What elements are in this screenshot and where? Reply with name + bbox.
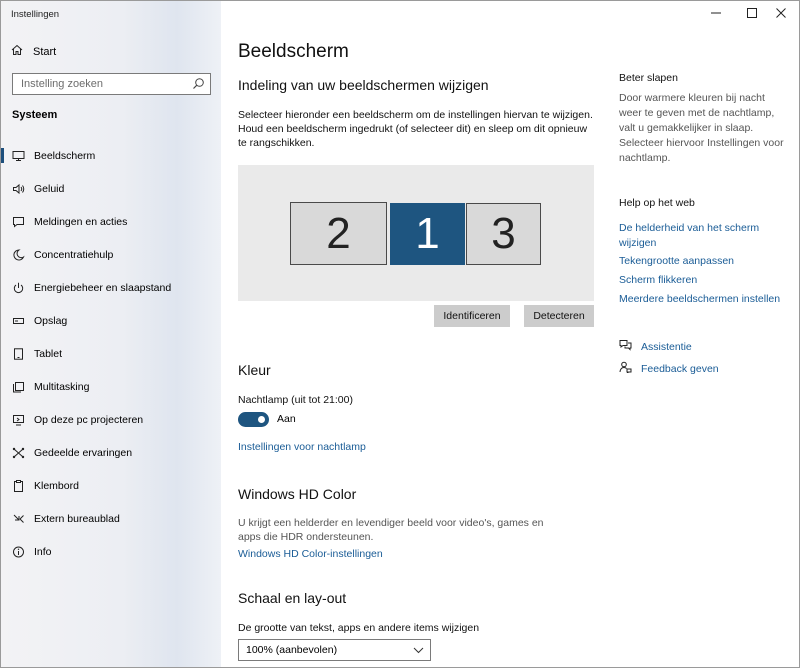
main-content: [238, 1, 598, 668]
scale-heading: Schaal en lay-out: [238, 590, 347, 606]
arrange-heading: Indeling van uw beeldschermen wijzigen: [238, 77, 489, 93]
hd-color-settings-link[interactable]: Windows HD Color-instellingen: [238, 548, 383, 560]
hd-color-description: U krijgt een helderder en levendiger beeld voor video's, games en apps die HDR ondersteunen.: [238, 517, 544, 543]
sidebar-item-projecteren[interactable]: [1, 403, 221, 436]
sidebar-item-extern-bureaublad[interactable]: [1, 502, 221, 535]
sidebar-item-label: Meldingen en acties: [34, 215, 128, 228]
scale-value: 100% (aanbevolen): [246, 644, 338, 656]
assist-icon: [619, 339, 632, 354]
sidebar-item-multitasking[interactable]: [1, 370, 221, 403]
sidebar-item-beeldscherm[interactable]: [1, 139, 221, 172]
sidebar-item-klembord[interactable]: [1, 469, 221, 502]
monitor-arrangement: [238, 165, 594, 301]
window-title: Instellingen: [11, 9, 60, 20]
storage-icon: [11, 314, 25, 328]
minimize-icon: [711, 7, 721, 21]
clipboard-icon: [11, 479, 25, 493]
help-link-multiple-displays[interactable]: Meerdere beeldschermen instellen: [619, 293, 781, 305]
detect-button[interactable]: Detecteren: [524, 305, 594, 327]
sleep-description: Door warmere kleuren bij nacht weer te geven met de nachtlamp, valt u gemakkelijker in slaap. Selecteer hiervoor Instellingen voor nachtlamp.: [619, 92, 784, 164]
chevron-down-icon: [413, 645, 424, 658]
nightlight-settings-link[interactable]: Instellingen voor nachtlamp: [238, 441, 366, 453]
sidebar-item-label: Multitasking: [34, 380, 90, 393]
sidebar-nav: [1, 139, 221, 568]
project-icon: [11, 413, 25, 427]
sleep-heading: Beter slapen: [619, 72, 678, 84]
home-icon: [11, 44, 23, 59]
sidebar-item-energiebeheer[interactable]: [1, 271, 221, 304]
shared-icon: [11, 446, 25, 460]
search-input[interactable]: [13, 74, 189, 94]
nightlight-label: Nachtlamp (uit tot 21:00): [238, 394, 353, 406]
sidebar-group-title: Systeem: [12, 109, 58, 121]
assist-label: Assistentie: [641, 340, 692, 353]
nightlight-state: Aan: [277, 413, 296, 425]
home-label: Start: [33, 45, 57, 58]
info-icon: [11, 545, 25, 559]
nightlight-toggle[interactable]: [238, 412, 269, 427]
assist-link[interactable]: [619, 339, 692, 354]
feedback-label: Feedback geven: [641, 362, 719, 375]
speaker-icon: [11, 182, 25, 196]
sidebar-item-label: Klembord: [34, 479, 79, 492]
sidebar-item-label: Info: [34, 545, 52, 558]
power-icon: [11, 281, 25, 295]
home-button[interactable]: [11, 44, 56, 59]
sidebar: [1, 1, 221, 668]
monitor-2[interactable]: 2: [290, 202, 387, 265]
feedback-icon: [619, 361, 632, 376]
tablet-icon: [11, 347, 25, 361]
monitor-icon: [11, 149, 25, 163]
search-box: [12, 73, 211, 95]
search-icon[interactable]: [192, 77, 205, 95]
sidebar-item-label: Concentratiehulp: [34, 248, 114, 261]
sidebar-item-label: Op deze pc projecteren: [34, 413, 144, 426]
sidebar-item-label: Beeldscherm: [34, 149, 96, 162]
notification-icon: [11, 215, 25, 229]
sidebar-item-meldingen[interactable]: [1, 205, 221, 238]
sidebar-item-label: Geluid: [34, 182, 65, 195]
arrange-description: Selecteer hieronder een beeldscherm om de instellingen hiervan te wijzigen. Houd een beeldscherm ingedrukt (of selecteer dit) en sleep om dit opnieuw te rangschikken.: [238, 109, 593, 149]
feedback-link[interactable]: [619, 361, 719, 376]
moon-icon: [11, 248, 25, 262]
help-heading: Help op het web: [619, 197, 695, 209]
maximize-icon: [747, 7, 757, 21]
sidebar-item-info[interactable]: [1, 535, 221, 568]
help-link-font-size[interactable]: Tekengrootte aanpassen: [619, 255, 735, 267]
help-link-flicker[interactable]: Scherm flikkeren: [619, 274, 698, 286]
sidebar-item-label: Tablet: [34, 347, 63, 360]
scale-dropdown[interactable]: [238, 639, 431, 661]
sidebar-item-gedeelde-ervaringen[interactable]: [1, 436, 221, 469]
hd-color-heading: Windows HD Color: [238, 486, 357, 502]
sidebar-item-label: Opslag: [34, 314, 68, 327]
identify-button[interactable]: Identificeren: [434, 305, 510, 327]
monitor-1[interactable]: 1: [390, 203, 465, 265]
multitasking-icon: [11, 380, 25, 394]
close-button[interactable]: [762, 1, 800, 27]
help-link-brightness[interactable]: De helderheid van het scherm wijzigen: [619, 222, 760, 249]
page-title: Beeldscherm: [238, 41, 349, 62]
close-icon: [776, 7, 786, 21]
sidebar-item-label: Extern bureaublad: [34, 512, 120, 525]
color-heading: Kleur: [238, 362, 271, 378]
minimize-button[interactable]: [697, 1, 735, 27]
sidebar-item-label: Energiebeheer en slaapstand: [34, 281, 172, 294]
sidebar-item-label: Gedeelde ervaringen: [34, 446, 133, 459]
sidebar-item-concentratiehulp[interactable]: [1, 238, 221, 271]
sidebar-item-geluid[interactable]: [1, 172, 221, 205]
monitor-3[interactable]: 3: [466, 203, 541, 265]
scale-label: De grootte van tekst, apps en andere items wijzigen: [238, 622, 480, 634]
sidebar-item-opslag[interactable]: [1, 304, 221, 337]
sidebar-item-tablet[interactable]: [1, 337, 221, 370]
remote-desktop-icon: [11, 512, 25, 526]
